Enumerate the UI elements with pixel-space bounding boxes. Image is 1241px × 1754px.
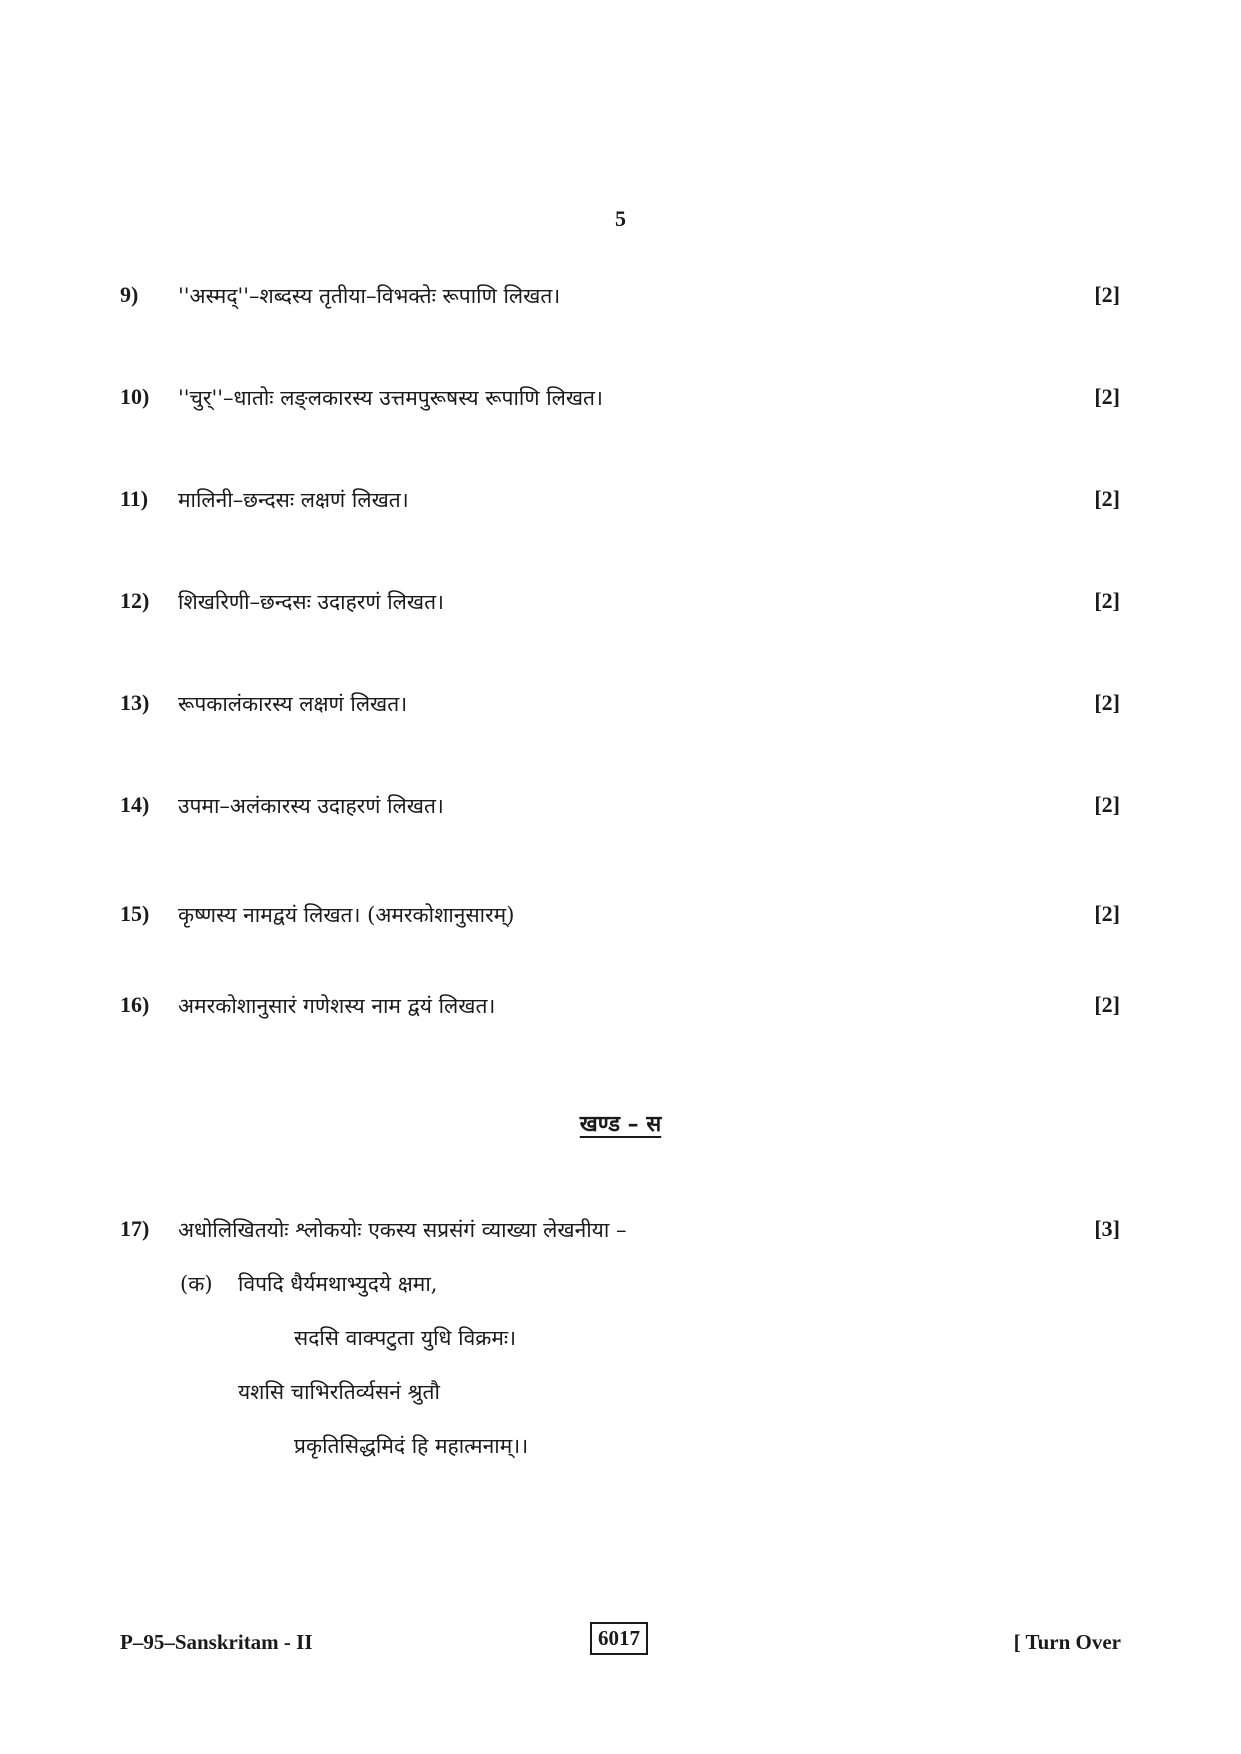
question-text: शिखरिणी–छन्दसः उदाहरणं लिखत। xyxy=(178,590,445,614)
question-number: 14) xyxy=(120,792,150,817)
question-15 xyxy=(120,901,1120,933)
verse-line-2: सदसि वाक्पटुता युधि विक्रमः। xyxy=(294,1326,517,1350)
question-text: मालिनी–छन्दसः लक्षणं लिखत। xyxy=(178,488,409,512)
question-number: 13) xyxy=(120,690,150,715)
question-text: रूपकालंकारस्य लक्षणं लिखत। xyxy=(178,692,408,716)
question-11 xyxy=(120,486,1120,518)
question-text: उपमा–अलंकारस्य उदाहरणं लिखत। xyxy=(178,794,444,818)
verse-line-4: प्रकृतिसिद्धमिदं हि महात्मनाम्।। xyxy=(294,1434,529,1458)
page-number: 5 xyxy=(615,206,626,231)
question-marks: [2] xyxy=(1094,282,1120,307)
question-17 xyxy=(120,1216,1120,1248)
turn-over-label: [ Turn Over xyxy=(1013,1630,1121,1654)
question-marks: [3] xyxy=(1094,1216,1120,1241)
question-13 xyxy=(120,690,1120,722)
verse-line-3: यशसि चाभिरतिर्व्यसनं श्रुतौ xyxy=(238,1380,440,1404)
question-number: 16) xyxy=(120,992,150,1017)
option-label: (क) xyxy=(180,1272,213,1296)
section-heading xyxy=(0,1108,1241,1138)
question-marks: [2] xyxy=(1094,486,1120,511)
question-marks: [2] xyxy=(1094,992,1120,1017)
paper-code: P–95–Sanskritam - II xyxy=(120,1630,313,1654)
question-text: अमरकोशानुसारं गणेशस्य नाम द्वयं लिखत। xyxy=(178,994,496,1018)
question-9 xyxy=(120,282,1120,314)
question-14 xyxy=(120,792,1120,824)
question-marks: [2] xyxy=(1094,588,1120,613)
question-marks: [2] xyxy=(1094,384,1120,409)
verse-line-1: विपदि धैर्यमथाभ्युदये क्षमा, xyxy=(238,1272,438,1296)
question-marks: [2] xyxy=(1094,690,1120,715)
question-number: 12) xyxy=(120,588,150,613)
question-16 xyxy=(120,992,1120,1024)
question-text: ''अस्मद्''–शब्दस्य तृतीया–विभक्तेः रूपाणि लिखत। xyxy=(178,284,561,308)
question-number: 15) xyxy=(120,901,150,926)
section-title: खण्ड – स xyxy=(579,1111,662,1137)
question-12 xyxy=(120,588,1120,620)
question-marks: [2] xyxy=(1094,901,1120,926)
question-number: 9) xyxy=(120,282,139,307)
question-marks: [2] xyxy=(1094,792,1120,817)
question-text: ''चुर्''–धातोः लङ्लकारस्य उत्तमपुरूषस्य रूपाणि लिखत। xyxy=(178,386,603,410)
question-text: कृष्णस्य नामद्वयं लिखत। (अमरकोशानुसारम्) xyxy=(178,903,515,927)
question-10 xyxy=(120,384,1120,416)
serial-number-box: 6017 xyxy=(590,1622,648,1655)
question-number: 11) xyxy=(120,486,149,511)
question-number: 10) xyxy=(120,384,150,409)
question-number: 17) xyxy=(120,1216,150,1241)
question-text: अधोलिखितयोः श्लोकयोः एकस्य सप्रसंगं व्याख्या लेखनीया – xyxy=(178,1218,627,1242)
